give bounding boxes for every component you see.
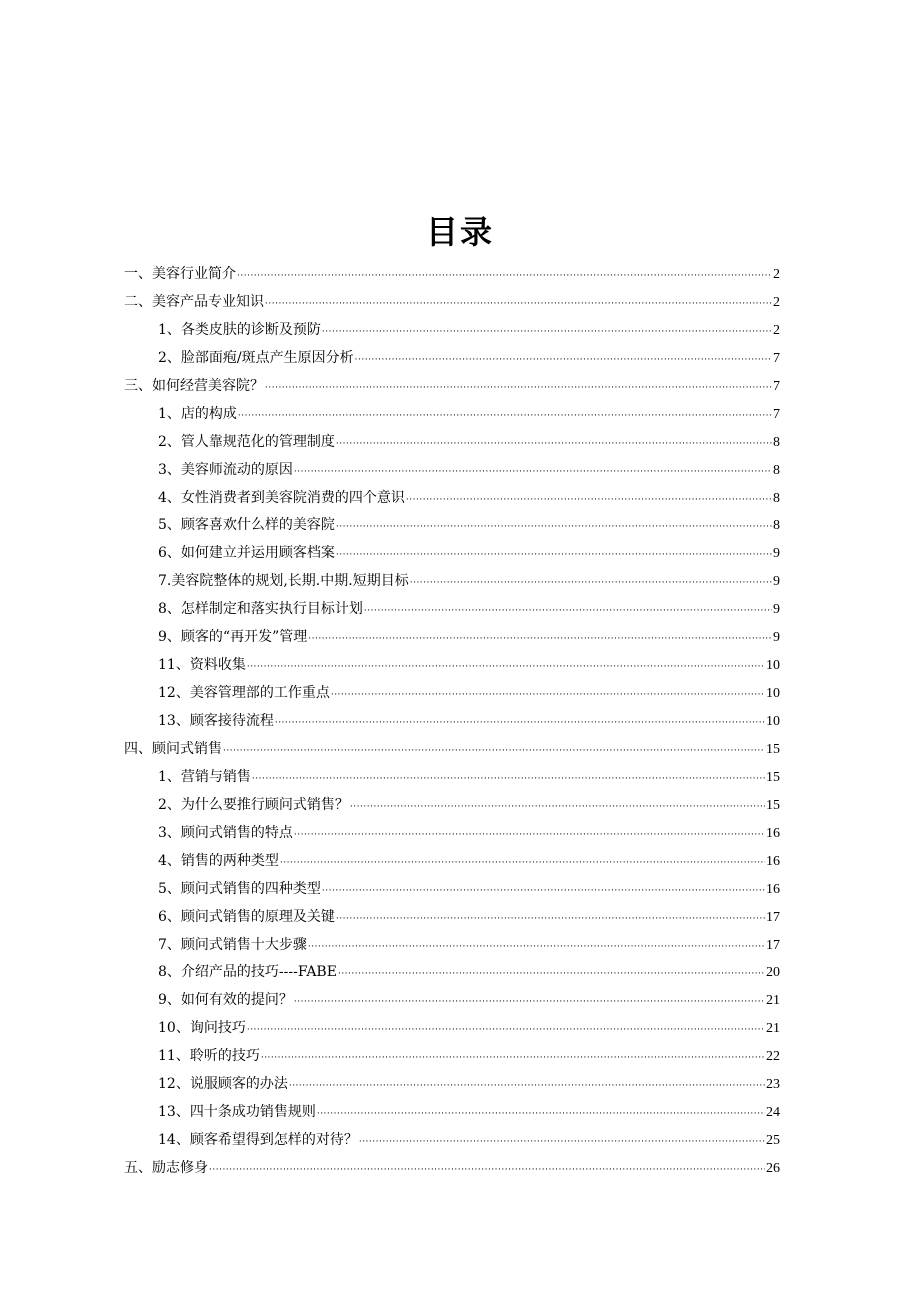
toc-entry-label: 9、如何有效的提问？ — [158, 992, 293, 1009]
toc-entry[interactable] — [124, 1155, 780, 1183]
toc-entry-page-number: 23 — [766, 1077, 780, 1093]
toc-dot-leader — [280, 850, 765, 878]
toc-entry-label: 5、顾问式销售的四种类型 — [158, 880, 321, 897]
toc-entry-label: 13、四十条成功销售规则 — [158, 1104, 316, 1121]
toc-entry-page-number: 2 — [773, 294, 780, 310]
toc-dot-leader — [247, 1017, 765, 1045]
toc-entry-label: 二、美容产品专业知识 — [124, 293, 264, 310]
toc-entry-label: 7.美容院整体的规划,长期.中期.短期目标 — [158, 573, 409, 590]
toc-dot-leader — [294, 989, 765, 1017]
toc-dot-leader — [336, 514, 772, 542]
toc-entry-label: 12、美容管理部的工作重点 — [158, 685, 330, 702]
toc-entry-label: 14、顾客希望得到怎样的对待？ — [158, 1132, 358, 1149]
toc-entry[interactable] — [124, 540, 780, 568]
toc-dot-leader — [410, 570, 772, 598]
toc-dot-leader — [265, 375, 772, 403]
toc-entry[interactable] — [124, 485, 780, 513]
toc-entry-page-number: 21 — [766, 993, 780, 1009]
toc-list — [124, 261, 780, 1183]
toc-dot-leader — [338, 961, 765, 989]
toc-entry-page-number: 15 — [766, 741, 780, 757]
toc-entry[interactable] — [124, 708, 780, 736]
toc-entry-page-number: 16 — [766, 825, 780, 841]
toc-entry-page-number: 21 — [766, 1021, 780, 1037]
toc-entry-label: 9、顾客的“再开发”管理 — [158, 629, 308, 646]
toc-entry-page-number: 2 — [773, 322, 780, 338]
toc-dot-leader — [359, 1129, 765, 1157]
toc-entry-page-number: 7 — [773, 406, 780, 422]
toc-entry[interactable] — [124, 1099, 780, 1127]
toc-entry-page-number: 2 — [773, 267, 780, 282]
toc-dot-leader — [275, 710, 765, 738]
toc-entry-label: 13、顾客接待流程 — [158, 713, 274, 729]
toc-entry-label: 3、美容师流动的原因 — [158, 461, 293, 478]
toc-entry[interactable] — [124, 596, 780, 624]
toc-entry-label: 10、询问技巧 — [158, 1020, 246, 1037]
toc-entry-label: 三、如何经营美容院？ — [124, 377, 264, 394]
toc-dot-leader — [265, 291, 772, 319]
toc-entry-label: 11、资料收集 — [158, 657, 246, 674]
toc-entry-page-number: 15 — [766, 769, 780, 785]
toc-dot-leader — [350, 794, 765, 822]
toc-entry[interactable] — [124, 736, 780, 764]
toc-dot-leader — [294, 822, 765, 850]
toc-dot-leader — [261, 1045, 765, 1073]
toc-entry[interactable] — [124, 820, 780, 848]
toc-entry[interactable] — [124, 317, 780, 345]
toc-entry[interactable] — [124, 1043, 780, 1071]
toc-entry-label: 1、营销与销售 — [158, 768, 251, 785]
toc-dot-leader — [223, 738, 765, 766]
toc-entry-label: 一、美容行业简介 — [124, 266, 236, 282]
toc-dot-leader — [336, 431, 772, 459]
toc-dot-leader — [289, 1073, 765, 1101]
toc-entry[interactable] — [124, 959, 780, 987]
toc-dot-leader — [406, 487, 772, 515]
toc-entry[interactable] — [124, 345, 780, 373]
toc-entry[interactable] — [124, 876, 780, 904]
toc-entry-page-number: 9 — [773, 574, 780, 590]
toc-entry[interactable] — [124, 401, 780, 429]
toc-entry[interactable] — [124, 932, 780, 960]
toc-entry-label: 8、介绍产品的技巧----FABE — [158, 964, 337, 981]
toc-entry-label: 1、各类皮肤的诊断及预防 — [158, 321, 321, 338]
toc-entry-page-number: 9 — [773, 546, 780, 562]
toc-entry-label: 2、为什么要推行顾问式销售？ — [158, 796, 349, 813]
toc-entry-label: 7、顾问式销售十大步骤 — [158, 936, 307, 953]
toc-entry[interactable] — [124, 764, 780, 792]
toc-entry[interactable] — [124, 1127, 780, 1155]
toc-dot-leader — [322, 878, 765, 906]
toc-dot-leader — [209, 1157, 765, 1185]
toc-entry[interactable] — [124, 680, 780, 708]
toc-dot-leader — [364, 598, 772, 626]
toc-dot-leader — [355, 347, 772, 375]
toc-dot-leader — [252, 766, 765, 794]
toc-entry[interactable] — [124, 848, 780, 876]
toc-entry-page-number: 9 — [773, 602, 780, 618]
toc-entry[interactable] — [124, 1015, 780, 1043]
toc-entry-page-number: 7 — [773, 378, 780, 394]
toc-entry-page-number: 8 — [773, 518, 780, 534]
toc-entry-label: 五、励志修身 — [124, 1160, 208, 1176]
toc-entry[interactable] — [124, 1071, 780, 1099]
toc-entry-page-number: 20 — [766, 965, 780, 981]
toc-entry-page-number: 8 — [773, 434, 780, 450]
toc-entry[interactable] — [124, 987, 780, 1015]
toc-entry-page-number: 16 — [766, 881, 780, 897]
toc-entry-label: 4、销售的两种类型 — [158, 852, 279, 869]
toc-entry-label: 11、聆听的技巧 — [158, 1048, 260, 1065]
toc-entry-page-number: 8 — [773, 462, 780, 478]
toc-entry-page-number: 17 — [766, 909, 780, 925]
toc-dot-leader — [294, 459, 772, 487]
toc-entry-page-number: 25 — [766, 1133, 780, 1149]
toc-entry[interactable] — [124, 568, 780, 596]
toc-entry[interactable] — [124, 373, 780, 401]
toc-entry-page-number: 15 — [766, 797, 780, 813]
toc-dot-leader — [331, 682, 765, 710]
toc-entry[interactable] — [124, 792, 780, 820]
toc-entry-label: 6、如何建立并运用顾客档案 — [158, 545, 335, 562]
toc-entry-page-number: 7 — [773, 350, 780, 366]
toc-entry-label: 8、怎样制定和落实执行目标计划 — [158, 601, 363, 618]
toc-dot-leader — [336, 542, 772, 570]
toc-entry[interactable] — [124, 457, 780, 485]
toc-entry-label: 2、脸部面疱/斑点产生原因分析 — [158, 349, 354, 366]
toc-dot-leader — [237, 263, 772, 291]
toc-entry-page-number: 22 — [766, 1049, 780, 1065]
toc-entry[interactable] — [124, 652, 780, 680]
toc-entry-label: 12、说服顾客的办法 — [158, 1076, 288, 1093]
toc-dot-leader — [238, 403, 772, 431]
toc-entry-page-number: 24 — [766, 1105, 780, 1121]
toc-dot-leader — [322, 319, 772, 347]
toc-entry-page-number: 9 — [773, 630, 780, 646]
toc-entry-label: 4、女性消费者到美容院消费的四个意识 — [158, 489, 405, 506]
toc-dot-leader — [247, 654, 765, 682]
toc-entry-label: 6、顾问式销售的原理及关键 — [158, 908, 335, 925]
toc-entry-page-number: 17 — [766, 937, 780, 953]
toc-entry[interactable] — [124, 261, 780, 289]
toc-entry-label: 2、管人靠规范化的管理制度 — [158, 433, 335, 450]
toc-entry[interactable] — [124, 289, 780, 317]
toc-entry-page-number: 10 — [766, 686, 780, 702]
toc-entry-page-number: 10 — [766, 714, 780, 729]
toc-entry-label: 5、顾客喜欢什么样的美容院 — [158, 517, 335, 534]
toc-title: 目录 — [425, 213, 494, 251]
toc-dot-leader — [308, 934, 765, 962]
toc-entry[interactable] — [124, 512, 780, 540]
toc-entry-page-number: 16 — [766, 853, 780, 869]
toc-entry-label: 1、店的构成 — [158, 405, 237, 422]
toc-entry[interactable] — [124, 429, 780, 457]
toc-dot-leader — [317, 1101, 765, 1129]
toc-entry-page-number: 26 — [766, 1161, 780, 1176]
toc-dot-leader — [308, 626, 772, 654]
toc-dot-leader — [336, 906, 765, 934]
toc-entry[interactable] — [124, 904, 780, 932]
toc-entry[interactable] — [124, 624, 780, 652]
toc-entry-label: 3、顾问式销售的特点 — [158, 824, 293, 841]
toc-entry-page-number: 8 — [773, 490, 780, 506]
toc-entry-page-number: 10 — [766, 658, 780, 674]
toc-entry-label: 四、顾问式销售 — [124, 740, 222, 757]
